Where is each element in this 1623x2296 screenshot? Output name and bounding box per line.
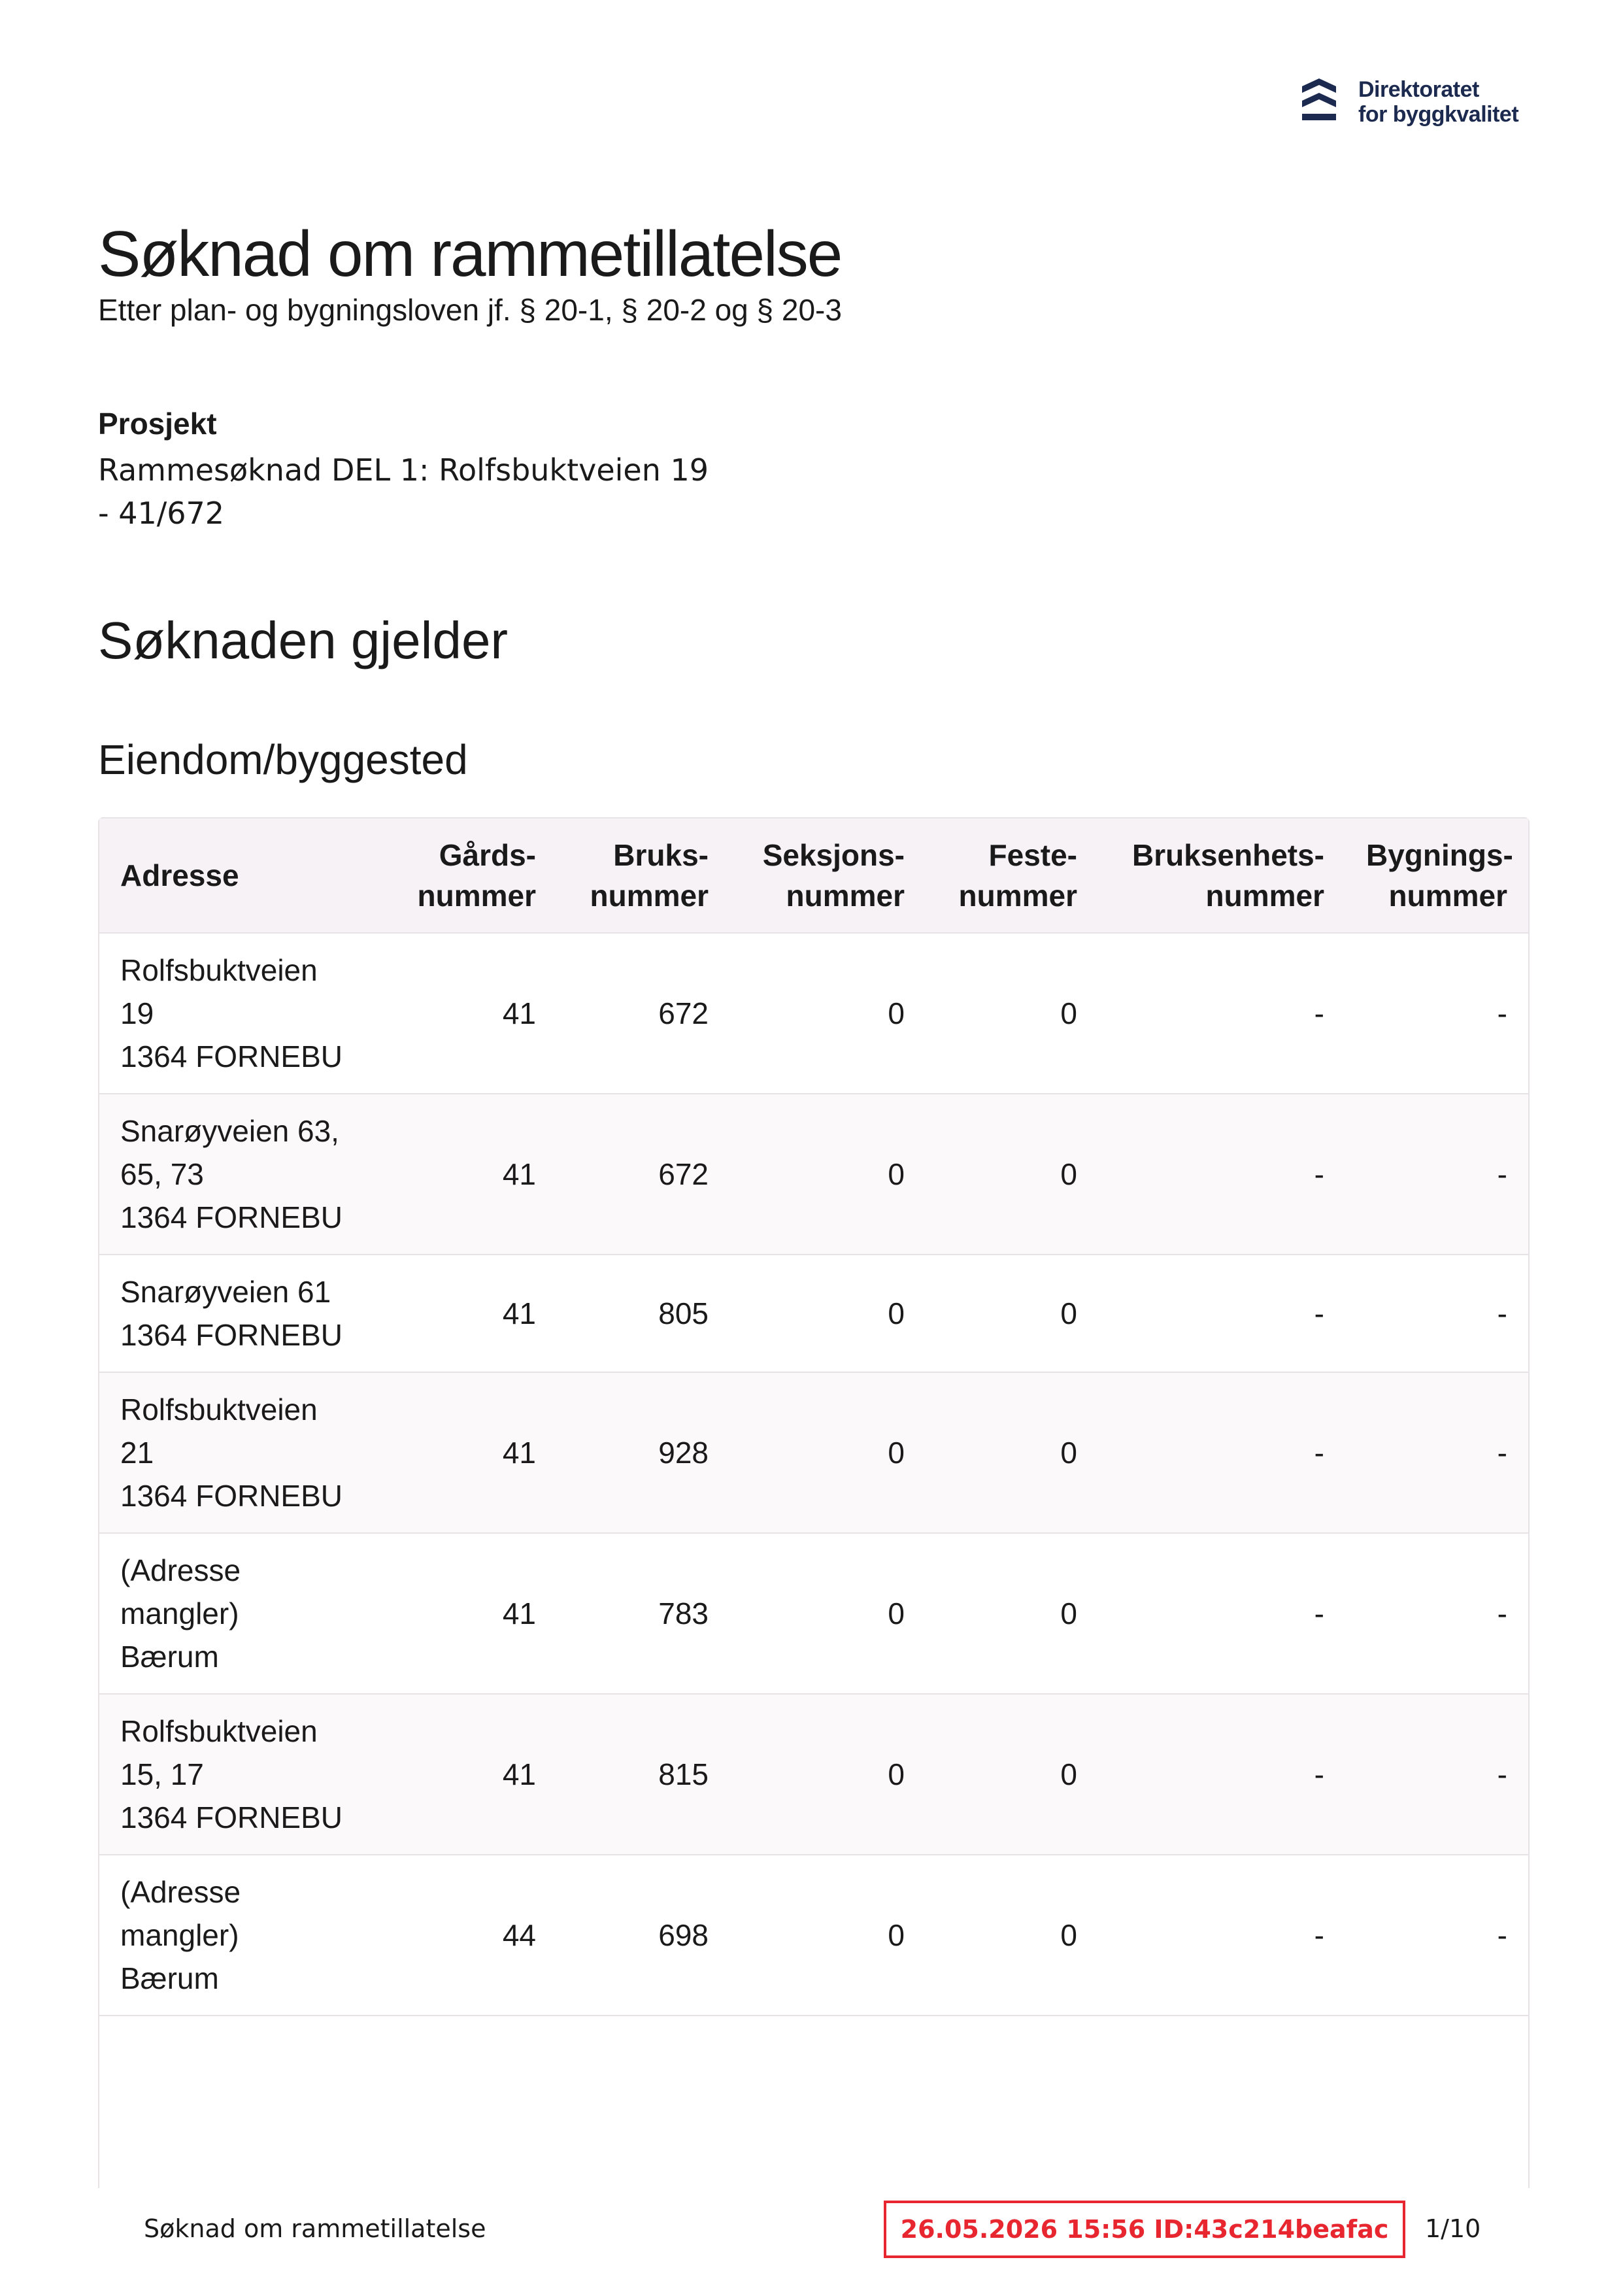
cell-address: (Adresse mangler) Bærum (99, 1855, 384, 2016)
cell-gnr: 44 (384, 1855, 557, 2016)
property-table (99, 819, 1528, 2016)
cell-bygnr: - (1345, 1694, 1528, 1855)
cell-gnr: 41 (384, 1533, 557, 1694)
table-row (99, 1372, 1528, 1533)
table-row (99, 1694, 1528, 1855)
table-row (99, 1094, 1528, 1255)
subsection-title: Eiendom/byggested (98, 736, 468, 783)
cell-bnr: 783 (557, 1533, 729, 1694)
table-row (99, 1533, 1528, 1694)
cell-address: Snarøyveien 63, 65, 73 1364 FORNEBU (99, 1094, 384, 1255)
table-row (99, 933, 1528, 1094)
cell-bunr: - (1098, 1094, 1345, 1255)
cell-fnr: 0 (926, 1372, 1098, 1533)
cell-bygnr: - (1345, 1255, 1528, 1372)
cell-snr: 0 (729, 1855, 926, 2016)
dibk-logo-icon (1299, 76, 1339, 123)
cell-fnr: 0 (926, 1533, 1098, 1694)
header-gnr: Gårds- nummer (384, 819, 557, 933)
cell-bunr: - (1098, 933, 1345, 1094)
header-address: Adresse (99, 819, 384, 933)
header-fnr: Feste- nummer (926, 819, 1098, 933)
cell-address: Rolfsbuktveien 15, 17 1364 FORNEBU (99, 1694, 384, 1855)
cell-bnr: 928 (557, 1372, 729, 1533)
cell-bygnr: - (1345, 1372, 1528, 1533)
cell-bygnr: - (1345, 933, 1528, 1094)
section-title: Søknaden gjelder (98, 611, 509, 669)
cell-bnr: 698 (557, 1855, 729, 2016)
cell-snr: 0 (729, 1694, 926, 1855)
cell-fnr: 0 (926, 1855, 1098, 2016)
cell-snr: 0 (729, 933, 926, 1094)
document-subtitle: Etter plan- og bygningsloven jf. § 20-1, § 20-2 og § 20-3 (98, 293, 842, 327)
logo-line-2: for byggkvalitet (1358, 102, 1519, 127)
document-title: Søknad om rammetillatelse (98, 218, 842, 290)
cell-bnr: 672 (557, 1094, 729, 1255)
cell-bygnr: - (1345, 1855, 1528, 2016)
table-header-row (99, 819, 1528, 933)
cell-fnr: 0 (926, 1255, 1098, 1372)
cell-gnr: 41 (384, 1255, 557, 1372)
cell-bygnr: - (1345, 1533, 1528, 1694)
cell-address: Rolfsbuktveien 21 1364 FORNEBU (99, 1372, 384, 1533)
project-label: Prosjekt (98, 407, 217, 441)
cell-snr: 0 (729, 1255, 926, 1372)
cell-fnr: 0 (926, 933, 1098, 1094)
project-value: Rammesøknad DEL 1: Rolfsbuktveien 19 - 41/672 (98, 452, 709, 531)
footer-page-number: 1/10 (1425, 2214, 1481, 2243)
property-table-container (98, 817, 1530, 2188)
cell-gnr: 41 (384, 933, 557, 1094)
cell-snr: 0 (729, 1094, 926, 1255)
cell-address: Rolfsbuktveien 19 1364 FORNEBU (99, 933, 384, 1094)
cell-bunr: - (1098, 1533, 1345, 1694)
footer-document-title: Søknad om rammetillatelse (144, 2214, 486, 2243)
cell-bunr: - (1098, 1372, 1345, 1533)
cell-gnr: 41 (384, 1694, 557, 1855)
cell-bunr: - (1098, 1694, 1345, 1855)
cell-bnr: 815 (557, 1694, 729, 1855)
cell-fnr: 0 (926, 1094, 1098, 1255)
header-bygnr: Bygnings- nummer (1345, 819, 1528, 933)
logo-text (1358, 77, 1518, 127)
cell-bunr: - (1098, 1855, 1345, 2016)
dibk-logo (1299, 76, 1535, 135)
cell-address: Snarøyveien 61 1364 FORNEBU (99, 1255, 384, 1372)
logo-line-1: Direktoratet (1358, 77, 1479, 102)
header-bnr: Bruks- nummer (557, 819, 729, 933)
header-bunr: Bruksenhets- nummer (1098, 819, 1345, 933)
cell-gnr: 41 (384, 1372, 557, 1533)
cell-gnr: 41 (384, 1094, 557, 1255)
cell-fnr: 0 (926, 1694, 1098, 1855)
footer-timestamp-stamp: 26.05.2026 15:56 ID:43c214beafac (884, 2201, 1405, 2258)
table-row (99, 1255, 1528, 1372)
cell-snr: 0 (729, 1533, 926, 1694)
table-row (99, 1855, 1528, 2016)
cell-bnr: 805 (557, 1255, 729, 1372)
cell-bygnr: - (1345, 1094, 1528, 1255)
cell-snr: 0 (729, 1372, 926, 1533)
header-snr: Seksjons- nummer (729, 819, 926, 933)
cell-bunr: - (1098, 1255, 1345, 1372)
cell-address: (Adresse mangler) Bærum (99, 1533, 384, 1694)
cell-bnr: 672 (557, 933, 729, 1094)
